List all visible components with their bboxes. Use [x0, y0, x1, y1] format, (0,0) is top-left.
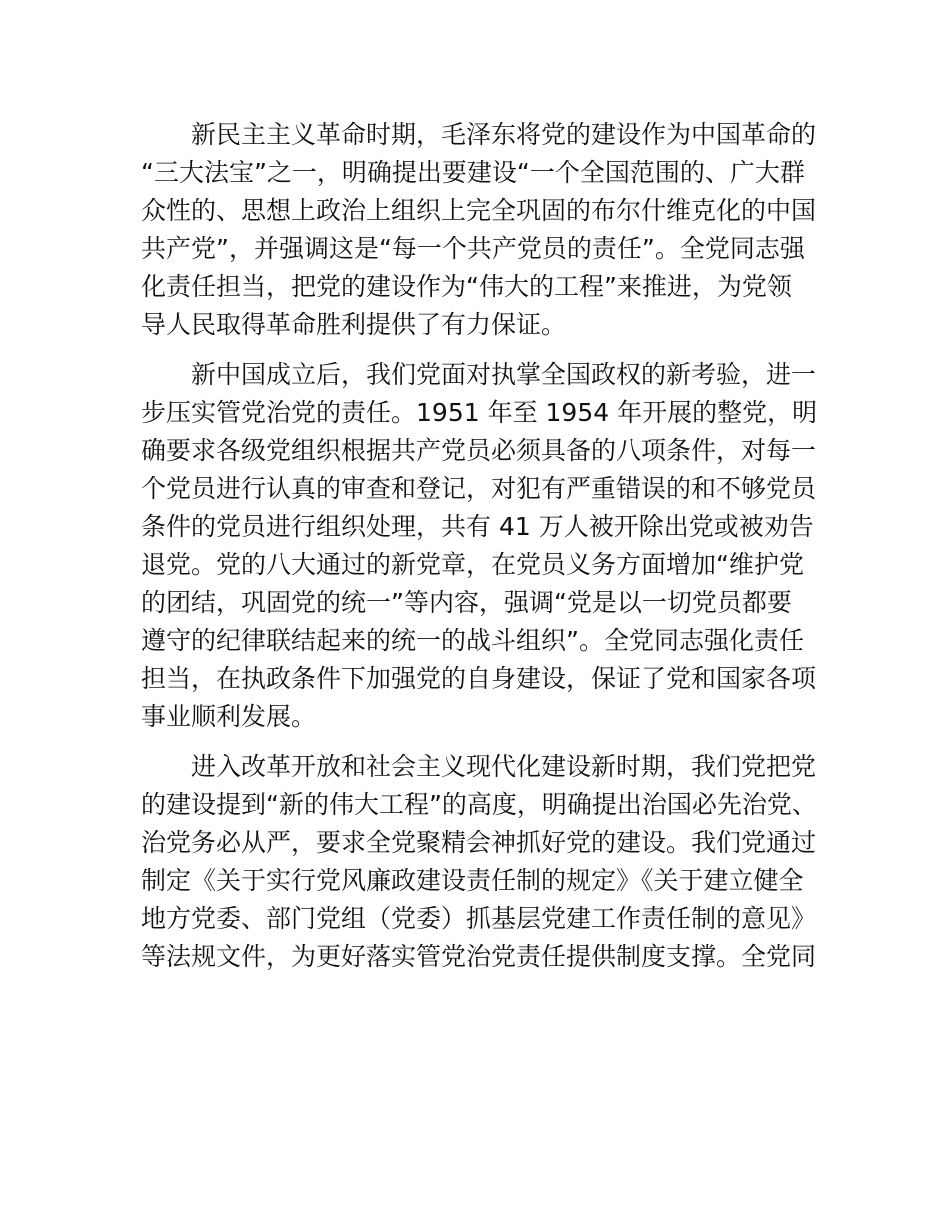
document-body	[141, 116, 821, 988]
text-line: 的建设提到“新的伟大工程”的高度，明确提出治国必先治党、	[141, 790, 817, 819]
text-line: 地方党委、部门党组（党委）抓基层党建工作责任制的意见》	[141, 904, 817, 933]
text-line: 个党员进行认真的审查和登记，对犯有严重错误的和不够党员	[141, 474, 817, 503]
text-line: 新民主主义革命时期，毛泽东将党的建设作为中国革命的	[191, 120, 817, 149]
text-line: 等法规文件，为更好落实管党治党责任提供制度支撑。全党同	[141, 942, 817, 971]
text-line: “三大法宝”之一，明确提出要建设“一个全国范围的、广大群	[141, 158, 805, 187]
paragraph-3	[141, 748, 821, 976]
paragraph-2	[141, 356, 821, 736]
text-line: 进入改革开放和社会主义现代化建设新时期，我们党把党	[191, 752, 817, 781]
text-line: 遵守的纪律联结起来的统一的战斗组织”。全党同志强化责任	[141, 626, 804, 655]
text-line: 制定《关于实行党风廉政建设责任制的规定》《关于建立健全	[141, 866, 804, 895]
text-line: 退党。党的八大通过的新党章，在党员义务方面增加“维护党	[141, 550, 804, 579]
text-line: 化责任担当，把党的建设作为“伟大的工程”来推进，为党领	[141, 272, 792, 301]
text-line: 治党务必从严，要求全党聚精会神抓好党的建设。我们党通过	[141, 828, 817, 857]
text-line: 确要求各级党组织根据共产党员必须具备的八项条件，对每一	[141, 436, 817, 465]
text-line: 的团结，巩固党的统一”等内容，强调“党是以一切党员都要	[141, 588, 792, 617]
text-line: 条件的党员进行组织处理，共有 41 万人被开除出党或被劝告	[141, 512, 814, 541]
paragraph-1	[141, 116, 821, 344]
text-line: 导人民取得革命胜利提供了有力保证。	[141, 310, 567, 339]
text-line: 共产党”，并强调这是“每一个共产党员的责任”。全党同志强	[141, 234, 805, 263]
text-line: 担当，在执政条件下加强党的自身建设，保证了党和国家各项	[141, 664, 817, 693]
text-line: 众性的、思想上政治上组织上完全巩固的布尔什维克化的中国	[141, 196, 817, 225]
text-line: 新中国成立后，我们党面对执掌全国政权的新考验，进一	[191, 360, 817, 389]
text-line: 步压实管党治党的责任。1951 年至 1954 年开展的整党，明	[141, 398, 818, 427]
text-line: 事业顺利发展。	[141, 702, 317, 731]
